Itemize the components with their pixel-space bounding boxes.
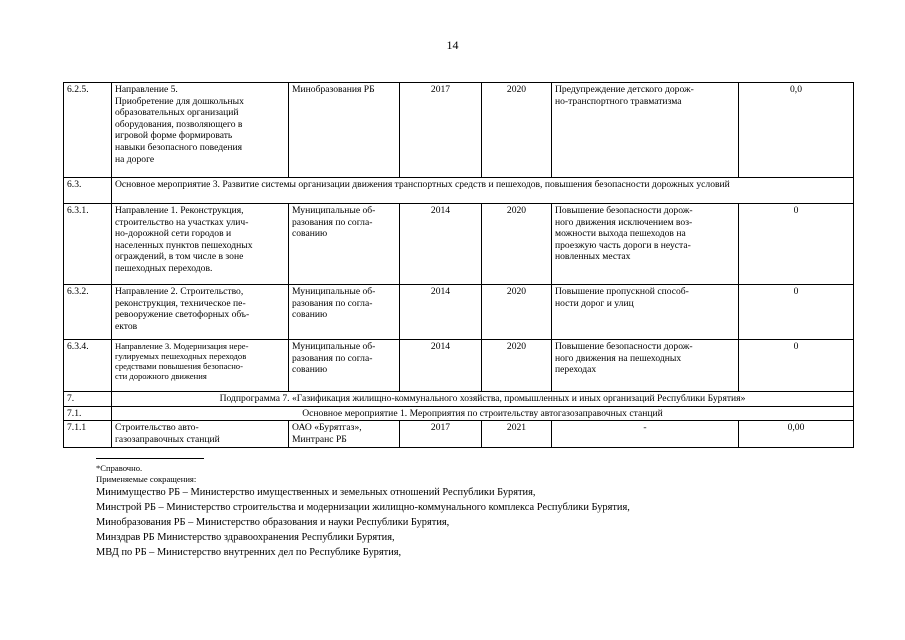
executor: Минобразования РБ xyxy=(289,83,400,178)
footnote-note: *Справочно. xyxy=(96,463,143,473)
value: 0 xyxy=(739,285,854,340)
row-number: 7.1. xyxy=(64,406,112,421)
end-year: 2020 xyxy=(482,204,552,285)
executor: Муниципальные об- разования по согла- сованию xyxy=(289,204,400,285)
table-row xyxy=(64,406,854,421)
value: 0 xyxy=(739,340,854,392)
footnote-divider xyxy=(96,458,204,459)
table-row xyxy=(64,83,854,178)
abbreviation-item: Минобразования РБ – Министерство образования и науки Республики Бурятия, xyxy=(96,517,450,528)
expected-result: Повышение пропускной способ- ности дорог и улиц xyxy=(552,285,739,340)
start-year: 2014 xyxy=(400,285,482,340)
executor: Муниципальные об- разования по согла- сованию xyxy=(289,340,400,392)
page-number: 14 xyxy=(446,38,459,52)
abbreviation-item: МВД по РБ – Министерство внутренних дел по Республике Бурятия, xyxy=(96,547,402,558)
table-row xyxy=(64,340,854,392)
measure-name: Направление 5. Приобретение для дошкольных образовательных организаций оборудования, позволяющего в игровой форме формировать навыки безопасного поведения на дороге xyxy=(112,83,289,178)
end-year: 2020 xyxy=(482,285,552,340)
measure-name: Направление 1. Реконструкция, строительство на участках улич- но-дорожной сети городов и населенных пунктов пешеходных ограждений, в том числе в зоне пешеходных переходов. xyxy=(112,204,289,285)
row-number: 7.1.1 xyxy=(64,421,112,448)
start-year: 2014 xyxy=(400,340,482,392)
value: 0 xyxy=(739,204,854,285)
measures-table xyxy=(63,82,854,448)
executor: ОАО «Бурятгаз», Минтранс РБ xyxy=(289,421,400,448)
section-title: Основное мероприятие 3. Развитие системы организации движения транспортных средств и пешеходов, повышения безопасности дорожных условий xyxy=(112,178,854,204)
row-number: 6.3. xyxy=(64,178,112,204)
abbreviation-item: Минздрав РБ Министерство здравоохранения Республики Бурятия, xyxy=(96,532,395,543)
footnotes xyxy=(96,458,856,560)
value: 0,00 xyxy=(739,421,854,448)
table-row xyxy=(64,392,854,407)
section-title: Основное мероприятие 1. Мероприятия по строительству автогазозаправочных станций xyxy=(112,406,854,421)
measure-name: Строительство авто- газозаправочных станций xyxy=(112,421,289,448)
start-year: 2017 xyxy=(400,83,482,178)
expected-result: Повышение безопасности дорож- ного движения на пешеходных переходах xyxy=(552,340,739,392)
measure-name: Направление 3. Модернизация нере- гулируемых пешеходных переходов средствами повышения безопасно- сти дорожного движения xyxy=(112,340,289,392)
expected-result: - xyxy=(552,421,739,448)
subprogram-title: Подпрограмма 7. «Газификация жилищно-коммунального хозяйства, промышленных и иных организаций Республики Бурятия» xyxy=(112,392,854,407)
abbreviation-item: Минстрой РБ – Министерство строительства и модернизации жилищно-коммунального комплекса Республики Бурятия, xyxy=(96,502,630,513)
row-number: 7. xyxy=(64,392,112,407)
measure-name: Направление 2. Строительство, реконструкция, техническое пе- ревооружение светофорных объ- ектов xyxy=(112,285,289,340)
table-row xyxy=(64,178,854,204)
row-number: 6.3.2. xyxy=(64,285,112,340)
row-number: 6.2.5. xyxy=(64,83,112,178)
abbreviations-title: Применяемые сокращения: xyxy=(96,474,197,484)
value: 0,0 xyxy=(739,83,854,178)
table-row xyxy=(64,421,854,448)
end-year: 2020 xyxy=(482,340,552,392)
row-number: 6.3.4. xyxy=(64,340,112,392)
abbreviation-item: Минимущество РБ – Министерство имущественных и земельных отношений Республики Бурятия, xyxy=(96,487,536,498)
end-year: 2020 xyxy=(482,83,552,178)
table-row xyxy=(64,204,854,285)
start-year: 2017 xyxy=(400,421,482,448)
table-row xyxy=(64,285,854,340)
expected-result: Повышение безопасности дорож- ного движения исключением воз- можности выхода пешеходов на проезжую часть дороги в неуста- новленных местах xyxy=(552,204,739,285)
start-year: 2014 xyxy=(400,204,482,285)
end-year: 2021 xyxy=(482,421,552,448)
expected-result: Предупреждение детского дорож- но-транспортного травматизма xyxy=(552,83,739,178)
row-number: 6.3.1. xyxy=(64,204,112,285)
executor: Муниципальные об- разования по согла- сованию xyxy=(289,285,400,340)
